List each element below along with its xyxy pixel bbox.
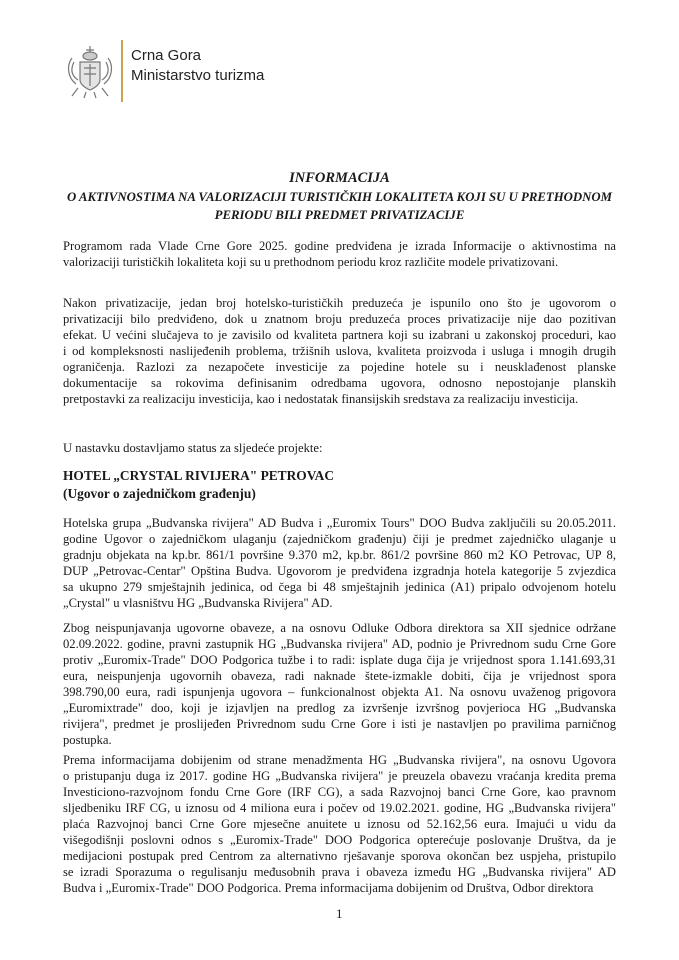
page-number: 1 (336, 906, 343, 921)
coat-of-arms-icon (64, 44, 116, 100)
section-heading: HOTEL „CRYSTAL RIVIJERA" PETROVAC (63, 468, 334, 483)
paragraph-line: gradnju objekata na kp.br. 861/1 površine 9.370 m2, kp.br. 861/2 površine 860 m2 KO Petrovac, UP 8, (63, 548, 616, 562)
paragraph-line: godine Ugovor o zajedničkom ulaganju (zajedničkom građenju) čiji je predmet zajedničko ulaganje u (63, 532, 616, 546)
paragraph-line: 02.09.2022. godine, pravni zastupnik HG „Budvanska rivijera" AD, podnio je Privrednom sudu Crne Gore (63, 637, 616, 651)
paragraph-line: Prema informacijama dobijenim od strane menadžmenta HG „Budvanska rivijera", na osnovu Ugovora (63, 753, 616, 767)
section-subheading: (Ugovor o zajedničkom građenju) (63, 486, 256, 501)
paragraph-line: privatizaciji bilo predviđeno, dok u znatnom broju preduzeća proces privatizacije nije dao pozitivan (63, 312, 616, 326)
ministry-name: Ministarstvo turizma (131, 67, 265, 84)
document-subtitle-line2: PERIODU BILI PREDMET PRIVATIZACIJE (214, 208, 465, 222)
paragraph-contract (63, 515, 616, 611)
paragraph-line: i od kompleksnosti naslijeđenih problema, tržišnih uslova, kvaliteta proizvoda i usluga i mnogih drugih (63, 344, 616, 358)
paragraph-line: se izradi Sporazuma o regulisanju međusobnih prava i obaveza između HG „Budvanska rivijera" AD (63, 865, 616, 879)
paragraph-line: „Euromixtrade" doo, koji je izjavljen na predlog za izvršenje izvršnog povjerioca HG „Budvanska (63, 701, 616, 715)
paragraph-privatization (63, 295, 616, 407)
paragraph-line: višegodišnji poslovni odnos s „Euromix-Trade" DOO Podgorica opterećuje poslovanje Društva, da je (63, 833, 616, 847)
document-subtitle-line1: O AKTIVNOSTIMA NA VALORIZACIJI TURISTIČKIH LOKALITETA KOJI SU U PRETHODNOM (66, 190, 613, 204)
paragraph-line: protiv „Euromix-Trade" DOO Podgorica tužbe i to radi: isplate duga čija je vrijednost spora 1.141.693,31 (63, 653, 616, 667)
paragraph-line: Investiciono-razvojnom fondu Crne Gore (IRF CG), a sada Razvojnoj banci Crne Gore, kao pravnom (63, 785, 616, 799)
paragraph-line: valorizaciji turističkih lokaliteta koji su u prethodnom periodu kroz različite modele privatizovani. (63, 255, 559, 269)
paragraph-line: 398.790,00 eura, radi ispunjenja ugovora – funkcionalnost objekta A1. Na osnovu uvaženog prigovora (63, 685, 616, 699)
paragraph-line: Zbog neispunjavanja ugovorne obaveze, a na osnovu Odluke Odbora direktora sa XII sjednice održane (63, 621, 616, 635)
paragraph-line: DUP „Petrovac-Centar" Opština Budva. Ugovorom je predviđena izgradnja hotela kategorije 5 zvjezdica (63, 564, 616, 578)
paragraph-line: dokumentacije sa rokovima definisanim odredbama ugovora, odnosno nepostojanje planskih (63, 376, 616, 390)
document-title: INFORMACIJA (289, 170, 390, 186)
paragraph-status-intro (63, 440, 616, 456)
paragraph-line: Budva i „Euromix-Trade" DOO Podgorica. Prema informacijama dobijenim od Društva, Odbor direktora (63, 881, 594, 895)
country-name: Crna Gora (131, 47, 202, 64)
paragraph-line: sa ukupno 279 smještajnih jedinica, od čega bi 48 smještajnih jedinica (A1) pripalo odvojenom hotelu (63, 580, 616, 594)
paragraph-line: medijacioni postupak pred Centrom za alternativno rješavanje sporova okončan bez uspjeha, pristupilo (63, 849, 616, 863)
paragraph-line: efekat. U većini slučajeva to je zavisilo od kvaliteta partnera koji su izabrani u zakonskoj proceduri, kao (63, 328, 616, 342)
paragraph-line: sljedbeniku IRF CG, u iznosu od 4 miliona eura i počev od 19.02.2021. godine, HG „Budvanska rivijera" (63, 801, 616, 815)
header-divider (121, 40, 123, 102)
paragraph-lawsuit (63, 620, 616, 748)
paragraph-intro (63, 238, 616, 270)
paragraph-line: plaća Razvojnoj banci Crne Gore mjesečne anuitete u iznosu od 52.162,56 eura. Imajući u vidu da (63, 817, 616, 831)
paragraph-line: pretpostavki za realizaciju investicija, kao i nedostatak finansijskih sredstava za realizaciju investicija. (63, 392, 579, 406)
paragraph-management (63, 752, 616, 896)
paragraph-line: rivijera", predmet je proslijeđen Privrednom sudu Crne Gore i isti je nastavljen po pravilima parničnog (63, 717, 616, 731)
paragraph-line: „Crystal" u vlasništvu HG „Budvanska Rivijera" AD. (63, 596, 333, 610)
paragraph-line: eura, neispunjenja ugovornih obaveza, radi naknade štete-izmakle dobiti, čija je vrijednost spora (63, 669, 616, 683)
paragraph-line: ograničenja. Razlozi za nezapočete investicije za pojedine hotele su i neusklađenost planske (63, 360, 616, 374)
paragraph-line: o pristupanju duga iz 2017. godine HG „Budvanska rivijera" je preuzela obavezu vraćanja kredita prema (63, 769, 616, 783)
paragraph-line: Programom rada Vlade Crne Gore 2025. godine predviđena je izrada Informacije o aktivnostima na (63, 239, 616, 253)
paragraph-line: Hotelska grupa „Budvanska rivijera" AD Budva i „Euromix Tours" DOO Budva zaključili su 20.05.2011. (63, 516, 616, 530)
paragraph-line: Nakon privatizacije, jedan broj hotelsko-turističkih preduzeća je ispunilo ono što je ugovorom o (63, 296, 616, 310)
paragraph-line: U nastavku dostavljamo status za sljedeće projekte: (63, 441, 323, 455)
ministry-logo (64, 44, 116, 100)
paragraph-line: postupka. (63, 733, 112, 747)
